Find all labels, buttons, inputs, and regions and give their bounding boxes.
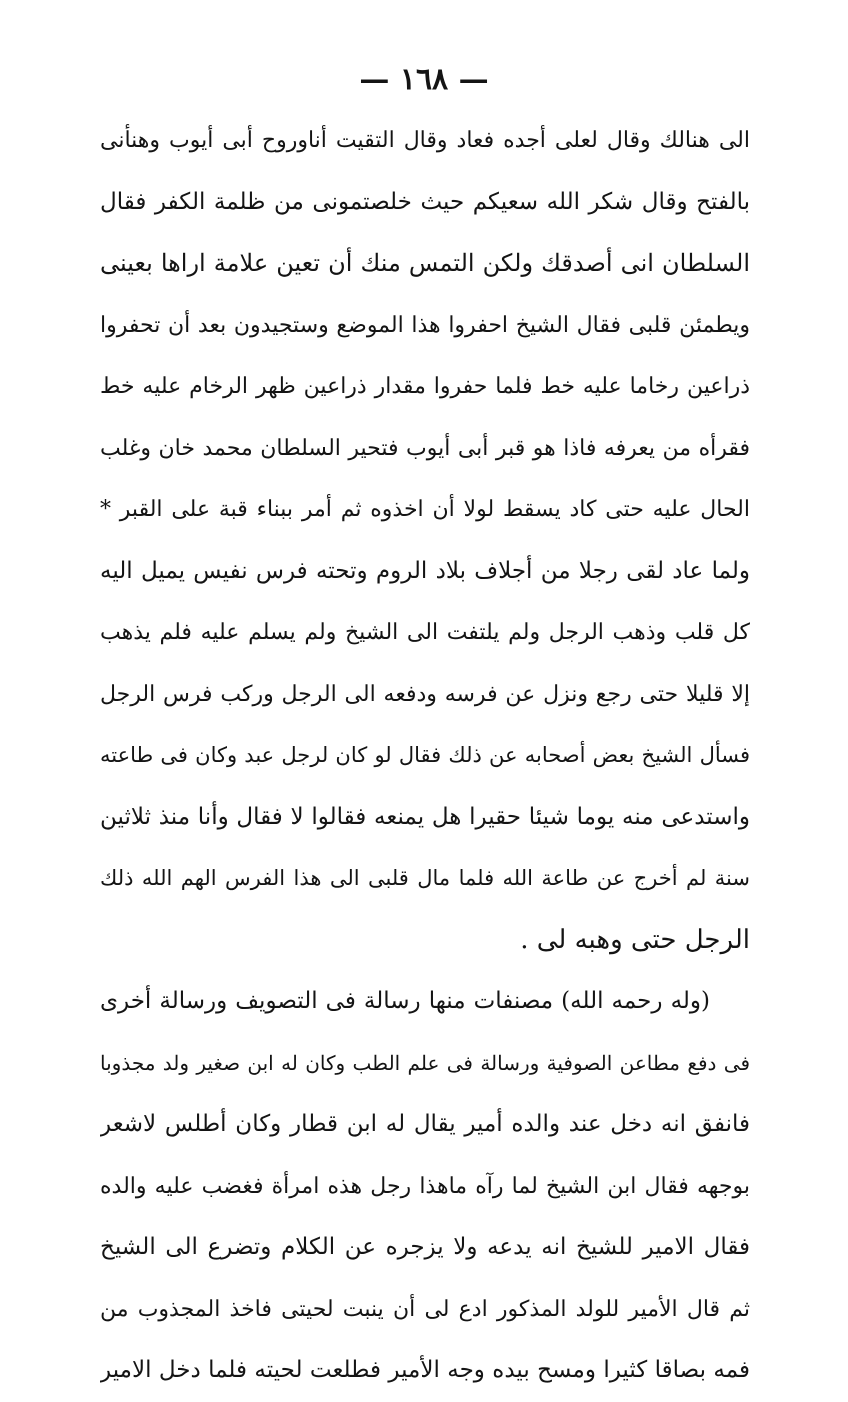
page-number: — ١٦٨ — bbox=[359, 62, 489, 97]
text-line: فى دفع مطاعن الصوفية ورسالة فى علم الطب وكان له ابن صغير ولد مجذوبا bbox=[100, 1050, 750, 1075]
paragraph-end-line: الرجل حتى وهبه لى . bbox=[520, 924, 750, 955]
text-line: فقرأه من يعرفه فاذا هو قبر أبى أيوب فتحير السلطان محمد خان وغلب bbox=[100, 435, 750, 461]
text-line: فقال الامير للشيخ انه يدعه ولا يزجره عن الكلام وتضرع الى الشيخ bbox=[100, 1234, 750, 1260]
text-line: الحال عليه حتى كاد يسقط لولا أن اخذوه ثم أمر ببناء قبة على القبر * bbox=[100, 497, 750, 522]
text-line: بالفتح وقال شكر الله سعيكم حيث خلصتمونى من ظلمة الكفر فقال bbox=[100, 188, 750, 215]
text-line: ذراعين رخاما عليه خط فلما حفروا مقدار ذراعين ظهر الرخام عليه خط bbox=[100, 374, 750, 399]
text-line: كل قلب وذهب الرجل ولم يلتفت الى الشيخ ولم يسلم عليه فلم يذهب bbox=[100, 620, 750, 645]
body-text bbox=[100, 110, 750, 1402]
text-line: ولما عاد لقى رجلا من أجلاف بلاد الروم وتحته فرس نفيس يميل اليه bbox=[100, 557, 750, 584]
text-line: ثم قال الأمير للولد المذكور ادع لى أن ينبت لحيتى فاخذ المجذوب من bbox=[100, 1296, 750, 1322]
text-line: إلا قليلا حتى رجع ونزل عن فرسه ودفعه الى الرجل وركب فرس الرجل bbox=[100, 681, 750, 707]
text-line: ويطمئن قلبى فقال الشيخ احفروا هذا الموضع وستجيدون بعد أن تحفروا bbox=[100, 312, 750, 338]
text-line: فمه بصاقا كثيرا ومسح بيده وجه الأمير فطلعت لحيته فلما دخل الامير bbox=[100, 1357, 750, 1383]
text-line: واستدعى منه يوما شيئا حقيرا هل يمنعه فقالوا لا فقال وأنا منذ ثلاثين bbox=[100, 803, 750, 830]
text-line: فسأل الشيخ بعض أصحابه عن ذلك فقال لو كان لرجل عبد وكان فى طاعته bbox=[100, 743, 750, 767]
paragraph-start-line: (وله رحمه الله) مصنفات منها رسالة فى التصويف ورسالة أخرى bbox=[100, 988, 710, 1014]
text-line: الى هنالك وقال لعلى أجده فعاد وقال التقيت أناوروح أبى أيوب وهنأنى bbox=[100, 128, 750, 153]
text-line: السلطان انى أصدقك ولكن التمس منك أن تعين علامة اراها بعينى bbox=[100, 249, 750, 277]
text-line: فانفق انه دخل عند والده أمير يقال له ابن قطار وكان أطلس لاشعر bbox=[100, 1111, 750, 1137]
text-line: بوجهه فقال ابن الشيخ لما رآه ماهذا رجل هذه امرأة فغضب عليه والده bbox=[100, 1173, 750, 1199]
text-line: سنة لم أخرج عن طاعة الله فلما مال قلبى الى هذا الفرس الهم الله ذلك bbox=[100, 866, 750, 890]
